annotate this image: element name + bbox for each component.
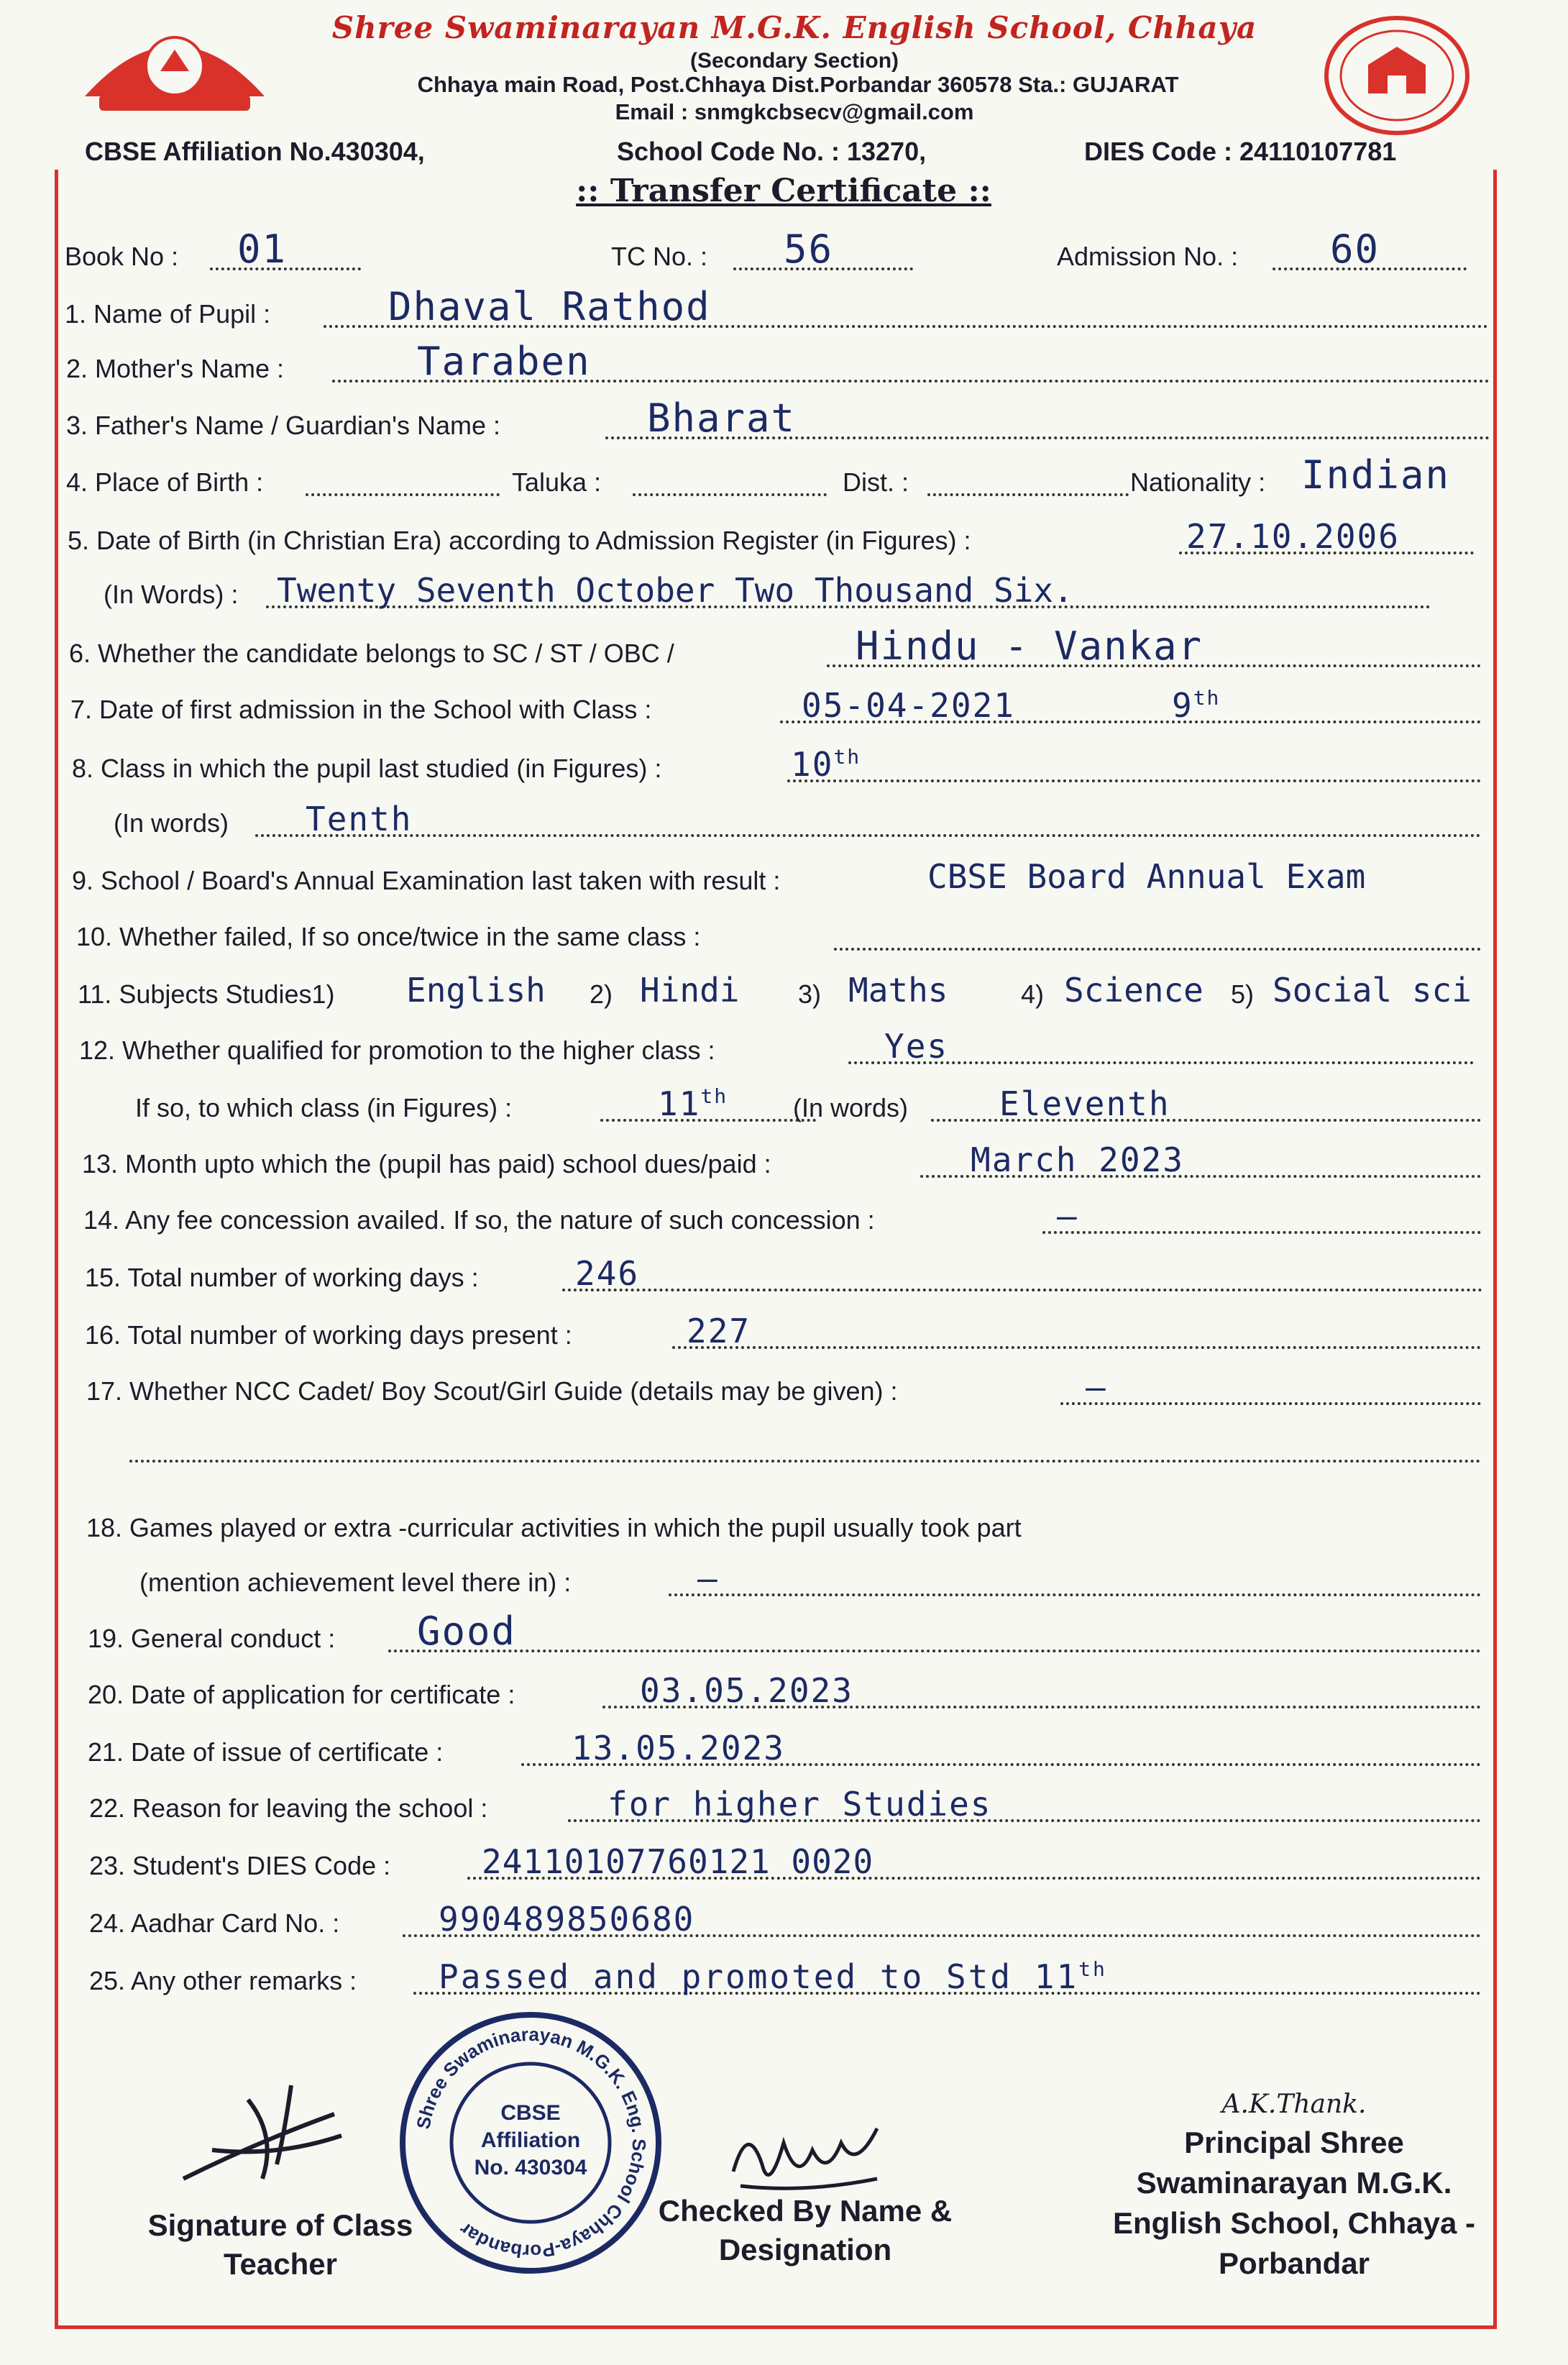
principal-caption: Principal Shree Swaminarayan M.G.K. English School, Chhaya - Porbandar [1112, 2126, 1476, 2280]
school-emblem-right [1321, 14, 1472, 137]
subject-5: Social sci [1273, 971, 1472, 1010]
remarks-value: Passed and promoted to Std 11th [439, 1957, 1107, 1996]
ncc-value: — [1086, 1368, 1107, 1406]
ncc-label: 17. Whether NCC Cadet/ Boy Scout/Girl Guide (details may be given) : [86, 1376, 898, 1406]
subject-3: Maths [848, 971, 948, 1010]
row-book-tc-admission [0, 223, 1568, 279]
row-fee-concession [0, 1186, 1568, 1243]
admission-no-value: 60 [1330, 227, 1380, 272]
dies-code: DIES Code : 24110107781 [1084, 137, 1397, 166]
student-dies-label: 23. Student's DIES Code : [89, 1851, 391, 1880]
checked-by-caption: Checked By Name & Designation [658, 2194, 953, 2266]
promotion-value: Yes [884, 1027, 949, 1066]
svg-text:Shree Swaminarayan M.G.K. Eng.: Shree Swaminarayan M.G.K. Eng. School Chhaya-Porbandar [412, 2023, 651, 2263]
category-value: Hindu - Vankar [856, 623, 1203, 669]
row-issue-date [0, 1719, 1568, 1775]
school-section: (Secondary Section) [689, 49, 899, 73]
dob-label: 5. Date of Birth (in Christian Era) according to Admission Register (in Figures) : [68, 526, 971, 555]
school-address: Chhaya main Road, Post.Chhaya Dist.Porbandar 360578 Sta.: GUJARAT [417, 72, 1179, 97]
row-aadhar [0, 1890, 1568, 1946]
subject-1: English [406, 971, 546, 1010]
nationality-label: Nationality : [1130, 467, 1266, 497]
row-games [0, 1494, 1568, 1550]
first-admission-label: 7. Date of first admission in the School with Class : [70, 695, 652, 724]
stamp-center-text: CBSE Affiliation No. 430304 [474, 2101, 587, 2179]
tc-no-value: 56 [784, 227, 834, 272]
row-last-class-words [0, 790, 1568, 846]
remarks-label: 25. Any other remarks : [89, 1966, 357, 1995]
taluka-label: Taluka : [512, 467, 602, 497]
father-name-value: Bharat [647, 395, 797, 441]
row-subjects [0, 961, 1568, 1017]
row-dob-words [0, 561, 1568, 617]
subject-5-num: 5) [1231, 979, 1255, 1009]
student-dies-value: 24110107760121 0020 [482, 1842, 874, 1881]
row-place-of-birth [0, 449, 1568, 505]
row-working-days [0, 1244, 1568, 1300]
teacher-signature-caption: Signature of Class Teacher [147, 2208, 413, 2281]
subject-2-num: 2) [590, 979, 613, 1009]
dues-value: March 2023 [971, 1140, 1184, 1179]
row-remarks [0, 1947, 1568, 2003]
last-class-value: 10th [791, 745, 861, 784]
row-date-of-birth [0, 507, 1568, 563]
aadhar-value: 990489850680 [439, 1900, 695, 1939]
row-days-present [0, 1302, 1568, 1358]
row-promotion-class [0, 1074, 1568, 1130]
row-failed [0, 903, 1568, 959]
row-last-class [0, 735, 1568, 791]
games-achievement-label: (mention achievement level there in) : [139, 1568, 572, 1597]
pupil-name-label: 1. Name of Pupil : [65, 299, 271, 329]
games-value: — [697, 1559, 719, 1598]
place-of-birth-label: 4. Place of Birth : [66, 467, 264, 497]
row-dues [0, 1130, 1568, 1186]
days-present-value: 227 [687, 1312, 751, 1350]
book-no-value: 01 [237, 227, 288, 272]
promotion-class-label: If so, to which class (in Figures) : [135, 1093, 513, 1122]
row-promotion [0, 1017, 1568, 1073]
conduct-value: Good [417, 1609, 517, 1654]
row-conduct [0, 1605, 1568, 1661]
father-name-label: 3. Father's Name / Guardian's Name : [66, 411, 500, 440]
working-days-value: 246 [575, 1254, 640, 1293]
leaving-reason-value: for higher Studies [608, 1785, 992, 1824]
subject-3-num: 3) [798, 979, 822, 1009]
issue-date-value: 13.05.2023 [572, 1729, 785, 1767]
subject-4-num: 4) [1021, 979, 1045, 1009]
row-first-admission [0, 676, 1568, 732]
days-present-label: 16. Total number of working days present : [85, 1320, 572, 1350]
school-emblem-left [78, 10, 272, 118]
first-admission-date: 05-04-2021 [802, 686, 1015, 725]
book-no-label: Book No : [65, 242, 179, 271]
row-last-exam [0, 847, 1568, 903]
last-class-words-label: (In words) [114, 808, 229, 838]
promotion-class-value: 11th [658, 1084, 728, 1123]
row-games-achievement [0, 1549, 1568, 1605]
certificate-title: :: Transfer Certificate :: [576, 173, 991, 209]
dob-words-value: Twenty Seventh October Two Thousand Six. [277, 571, 1073, 610]
school-stamp [394, 2006, 667, 2279]
last-class-label: 8. Class in which the pupil last studied (in Figures) : [72, 754, 662, 783]
games-label: 18. Games played or extra -curricular activities in which the pupil usually took part [86, 1513, 1022, 1542]
row-ncc-continued [0, 1415, 1568, 1471]
subject-4: Science [1064, 971, 1203, 1010]
last-exam-value: CBSE Board Annual Exam [927, 857, 1366, 896]
principal-initials: A.K.Thank. [1221, 2090, 1367, 2119]
row-father-name [0, 392, 1568, 448]
failed-label: 10. Whether failed, If so once/twice in the same class : [76, 922, 701, 951]
mother-name-label: 2. Mother's Name : [66, 354, 284, 383]
subject-2: Hindi [640, 971, 740, 1010]
letterhead [0, 0, 1568, 173]
row-name-of-pupil [0, 280, 1568, 337]
cbse-affiliation: CBSE Affiliation No.430304, [85, 137, 425, 166]
leaving-reason-label: 22. Reason for leaving the school : [89, 1793, 488, 1823]
dob-value: 27.10.2006 [1186, 517, 1400, 556]
fee-concession-label: 14. Any fee concession availed. If so, the nature of such concession : [83, 1205, 875, 1235]
working-days-label: 15. Total number of working days : [85, 1263, 479, 1292]
row-leaving-reason [0, 1775, 1568, 1831]
promotion-label: 12. Whether qualified for promotion to the higher class : [79, 1035, 715, 1065]
issue-date-label: 21. Date of issue of certificate : [88, 1737, 444, 1767]
row-category [0, 620, 1568, 676]
category-label: 6. Whether the candidate belongs to SC / ST / OBC / [69, 639, 674, 668]
subjects-label: 11. Subjects Studies1) [78, 979, 335, 1009]
row-mother-name [0, 335, 1568, 391]
school-name: Shree Swaminarayan M.G.K. English School, Chhaya [331, 10, 1257, 45]
dob-words-label: (In Words) : [104, 580, 239, 609]
last-exam-label: 9. School / Board's Annual Examination last taken with result : [72, 866, 781, 895]
application-date-label: 20. Date of application for certificate : [88, 1680, 515, 1709]
fee-concession-value: — [1057, 1197, 1078, 1235]
nationality-value: Indian [1301, 452, 1451, 498]
school-email: Email : snmgkcbsecv@gmail.com [615, 99, 974, 124]
first-admission-class: 9th [1172, 686, 1221, 725]
mother-name-value: Taraben [417, 339, 591, 384]
last-class-words-value: Tenth [306, 800, 413, 838]
dist-label: Dist. : [843, 467, 909, 497]
dues-label: 13. Month upto which the (pupil has paid) school dues/paid : [82, 1149, 771, 1179]
promotion-words-value: Eleventh [999, 1084, 1170, 1123]
row-ncc [0, 1358, 1568, 1414]
application-date-value: 03.05.2023 [640, 1671, 853, 1710]
admission-no-label: Admission No. : [1057, 242, 1239, 271]
promotion-words-label: (In words) [793, 1093, 909, 1122]
teacher-signature [169, 2071, 356, 2200]
school-code: School Code No. : 13270, [617, 137, 927, 166]
row-student-dies [0, 1832, 1568, 1888]
aadhar-label: 24. Aadhar Card No. : [89, 1908, 340, 1938]
pupil-name-value: Dhaval Rathod [388, 284, 711, 329]
row-application-date [0, 1661, 1568, 1717]
tc-no-label: TC No. : [611, 242, 708, 271]
conduct-label: 19. General conduct : [88, 1624, 336, 1653]
